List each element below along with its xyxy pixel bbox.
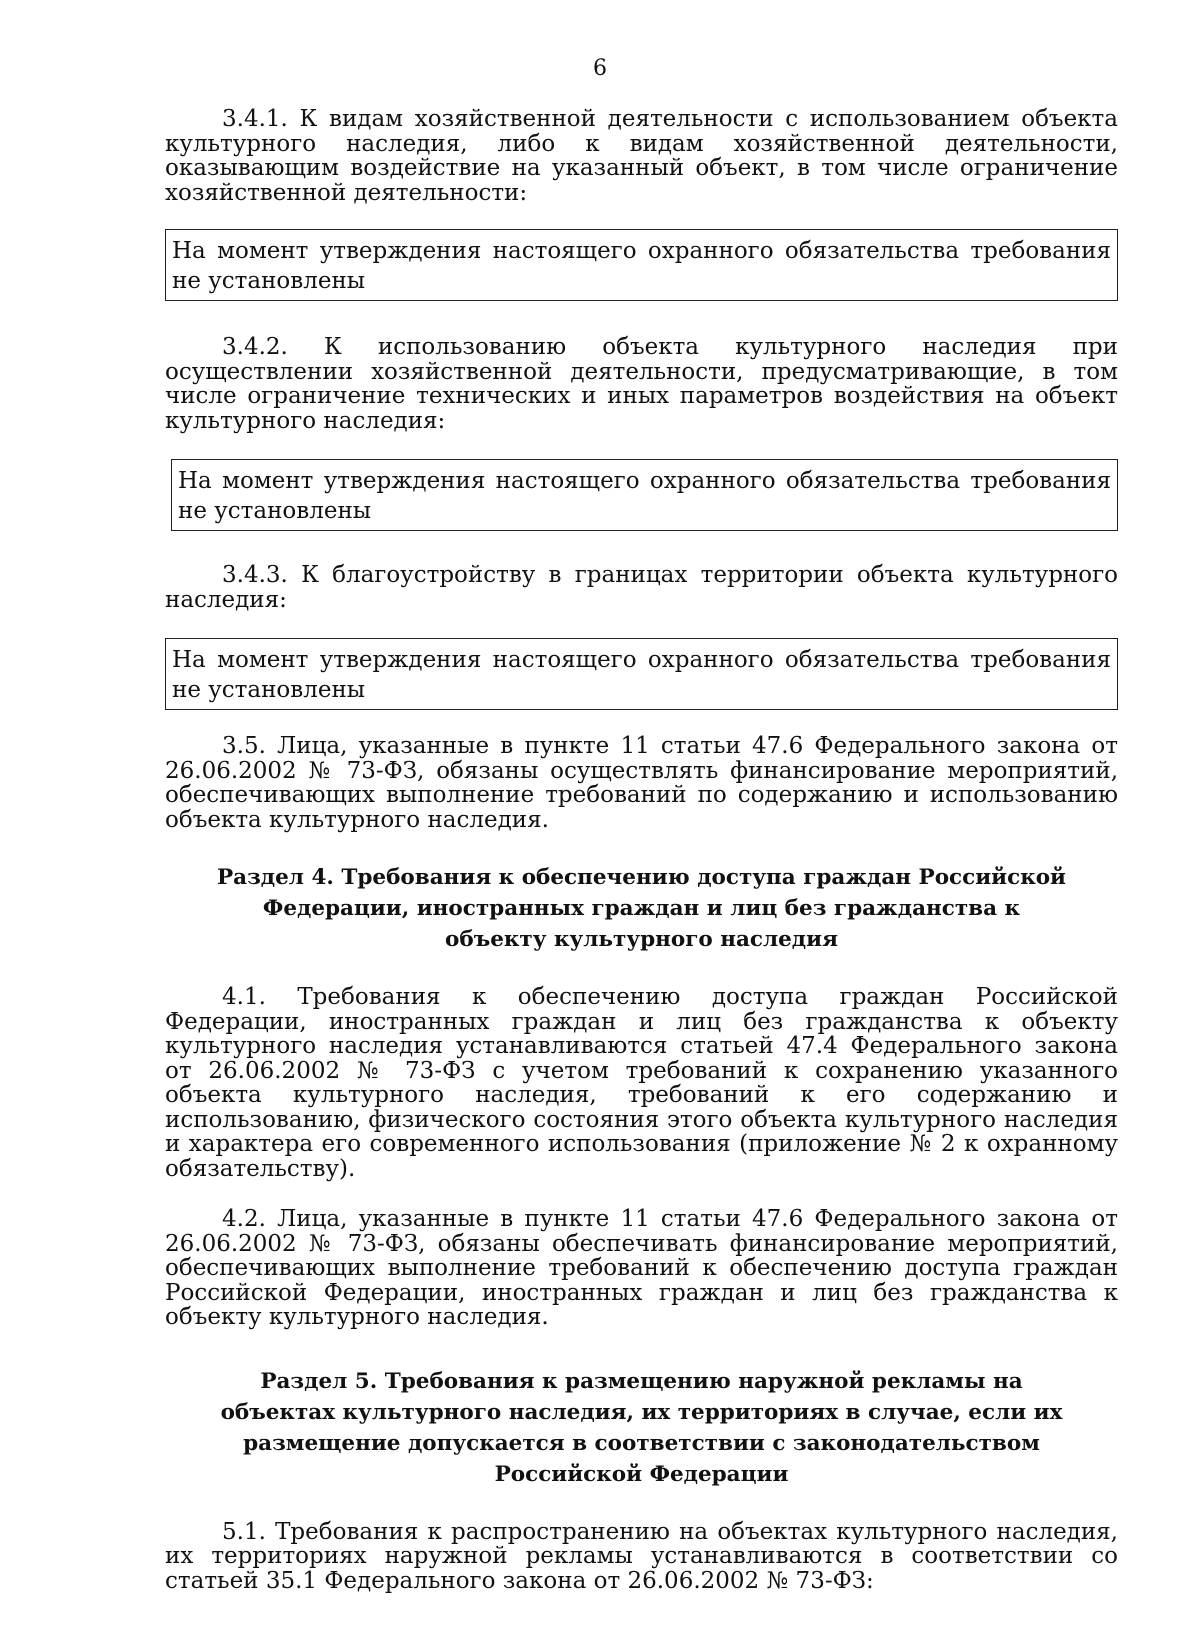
paragraph-3-4-2: 3.4.2. К использованию объекта культурного наследия при осуществлении хозяйственной деятельности, предусматривающие, в том числе ограничение технических и иных параметров воздействия на объект культурного наследия:	[165, 334, 1118, 434]
requirement-box-3-4-3: На момент утверждения настоящего охранного обязательства требования не установлены	[165, 638, 1118, 710]
requirement-box-3-4-2: На момент утверждения настоящего охранного обязательства требования не установлены	[171, 459, 1118, 531]
requirement-box-3-4-1: На момент утверждения настоящего охранного обязательства требования не установлены	[165, 229, 1118, 301]
paragraph-4-1: 4.1. Требования к обеспечению доступа граждан Российской Федерации, иностранных граждан и лиц без гражданства к объекту культурного наследия устанавливаются статьей 47.4 Федерального закона от 26.06.2002 № 73-ФЗ с учетом требований к сохранению указанного объекта культурного наследия, требований к его содержанию и использованию, физического состояния этого объекта культурного наследия и характера его современного использования (приложение № 2 к охранному обязательству).	[165, 984, 1118, 1182]
paragraph-3-4-3: 3.4.3. К благоустройству в границах территории объекта культурного наследия:	[165, 562, 1118, 613]
paragraph-4-2: 4.2. Лица, указанные в пункте 11 статьи 47.6 Федерального закона от 26.06.2002 № 73-ФЗ, обязаны обеспечивать финансирование мероприятий, обеспечивающих выполнение требований к обеспечению доступа граждан Российской Федерации, иностранных граждан и лиц без гражданства к объекту культурного наследия.	[165, 1206, 1118, 1330]
section-5-heading: Раздел 5. Требования к размещению наружной рекламы на объектах культурного наследия, их территориях в случае, если их размещение допускается в соответствии с законодательством Российской Федерации	[220, 1368, 1063, 1487]
document-body	[165, 107, 1118, 1593]
paragraph-5-1: 5.1. Требования к распространению на объектах культурного наследия, их территориях наружной рекламы устанавливаются в соответствии со статьей 35.1 Федерального закона от 26.06.2002 № 73-ФЗ:	[165, 1518, 1118, 1594]
section-4-heading: Раздел 4. Требования к обеспечению доступа граждан Российской Федерации, иностранных граждан и лиц без гражданства к объекту культурного наследия	[216, 865, 1067, 952]
paragraph-3-4-1: 3.4.1. К видам хозяйственной деятельности с использованием объекта культурного наследия, либо к видам хозяйственной деятельности, оказывающим воздействие на указанный объект, в том числе ограничение хозяйственной деятельности:	[165, 106, 1118, 206]
paragraph-3-5: 3.5. Лица, указанные в пункте 11 статьи 47.6 Федерального закона от 26.06.2002 № 73-ФЗ, обязаны осуществлять финансирование мероприятий, обеспечивающих выполнение требований по содержанию и использованию объекта культурного наследия.	[165, 733, 1118, 833]
page-number: 6	[593, 56, 607, 81]
